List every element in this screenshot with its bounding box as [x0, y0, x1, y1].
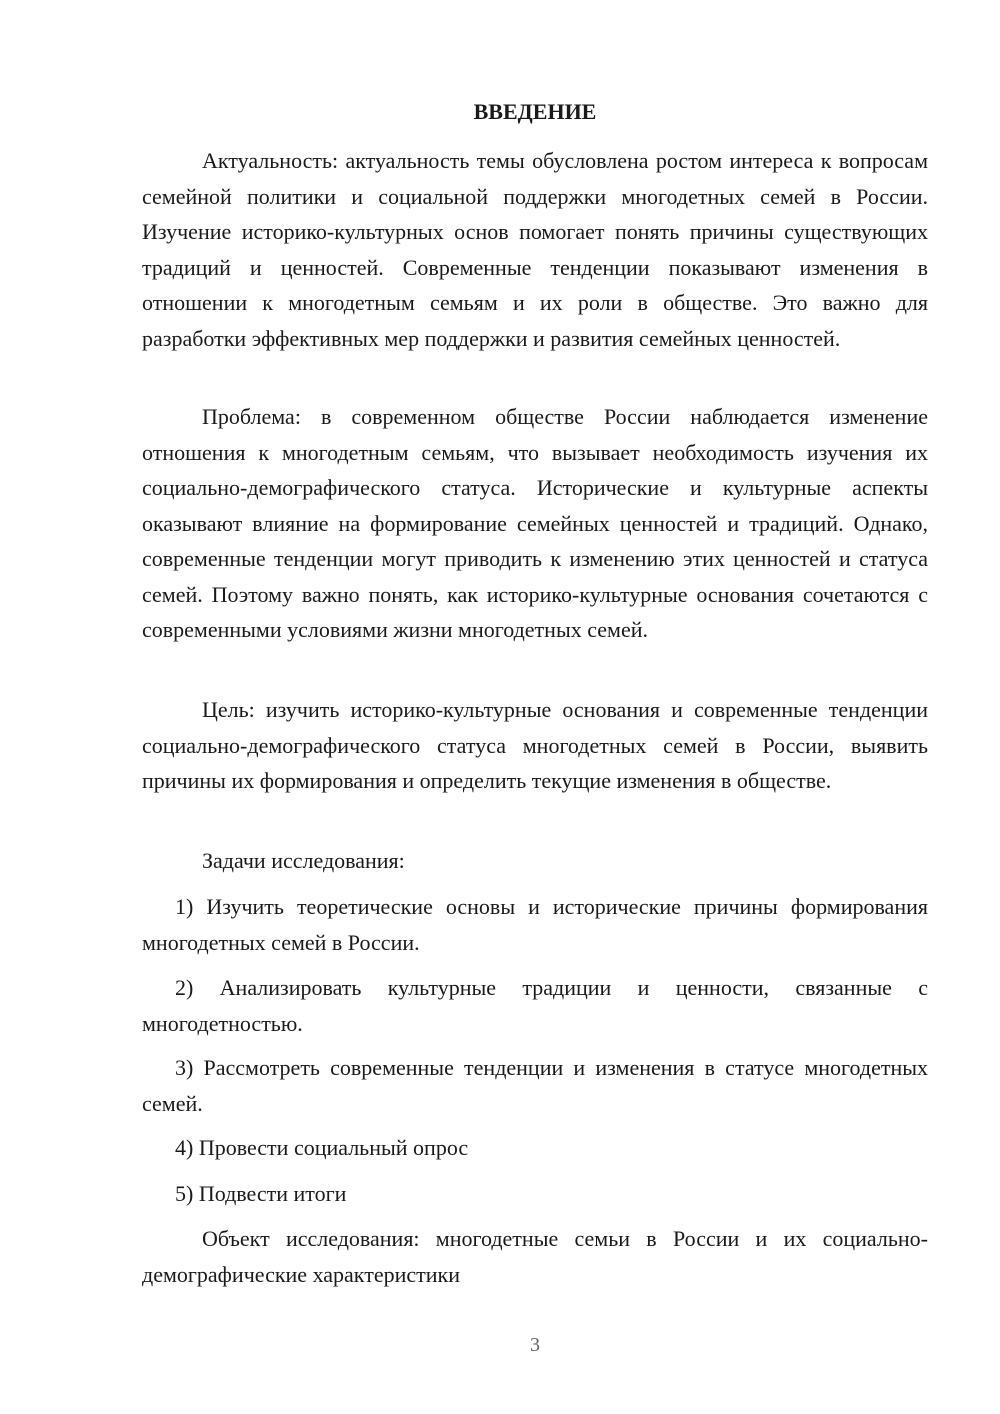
page-number: 3 [530, 1334, 540, 1356]
task-item-3: 3) Рассмотреть современные тенденции и изменения в статусе многодетных семей. [142, 1055, 928, 1116]
task-item-4: 4) Провести социальный опрос [175, 1135, 469, 1160]
page-title: ВВЕДЕНИЕ [473, 99, 597, 124]
goal-paragraph: Цель: изучить историко-культурные основания и современные тенденции социально-демографического статуса многодетных семей в России, выявить причины их формирования и определить текущие изменения в обществе. [142, 697, 928, 793]
object-paragraph: Объект исследования: многодетные семьи в России и их социально-демографические характеристики [142, 1226, 928, 1287]
relevance-paragraph: Актуальность: актуальность темы обусловлена ростом интереса к вопросам семейной политики и социальной поддержки многодетных семей в России. Изучение историко-культурных основ помогает понять причины существующих традиций и ценностей. Современные тенденции показывают изменения в отношении к многодетным семьям и их роли в обществе. Это важно для разработки эффективных мер поддержки и развития семейных ценностей. [142, 148, 928, 351]
problem-paragraph: Проблема: в современном обществе России наблюдается изменение отношения к многодетным семьям, что вызывает необходимость изучения их социально-демографического статуса. Исторические и культурные аспекты оказывают влияние на формирование семейных ценностей и традиций. Однако, современные тенденции могут приводить к изменению этих ценностей и статуса семей. Поэтому важно понять, как историко-культурные основания сочетаются с современными условиями жизни многодетных семей. [142, 404, 928, 642]
task-item-5: 5) Подвести итоги [175, 1181, 347, 1206]
task-item-1: 1) Изучить теоретические основы и исторические причины формирования многодетных семей в России. [142, 894, 928, 955]
task-item-2: 2) Анализировать культурные традиции и ценности, связанные с многодетностью. [142, 975, 928, 1036]
tasks-heading: Задачи исследования: [202, 848, 405, 873]
